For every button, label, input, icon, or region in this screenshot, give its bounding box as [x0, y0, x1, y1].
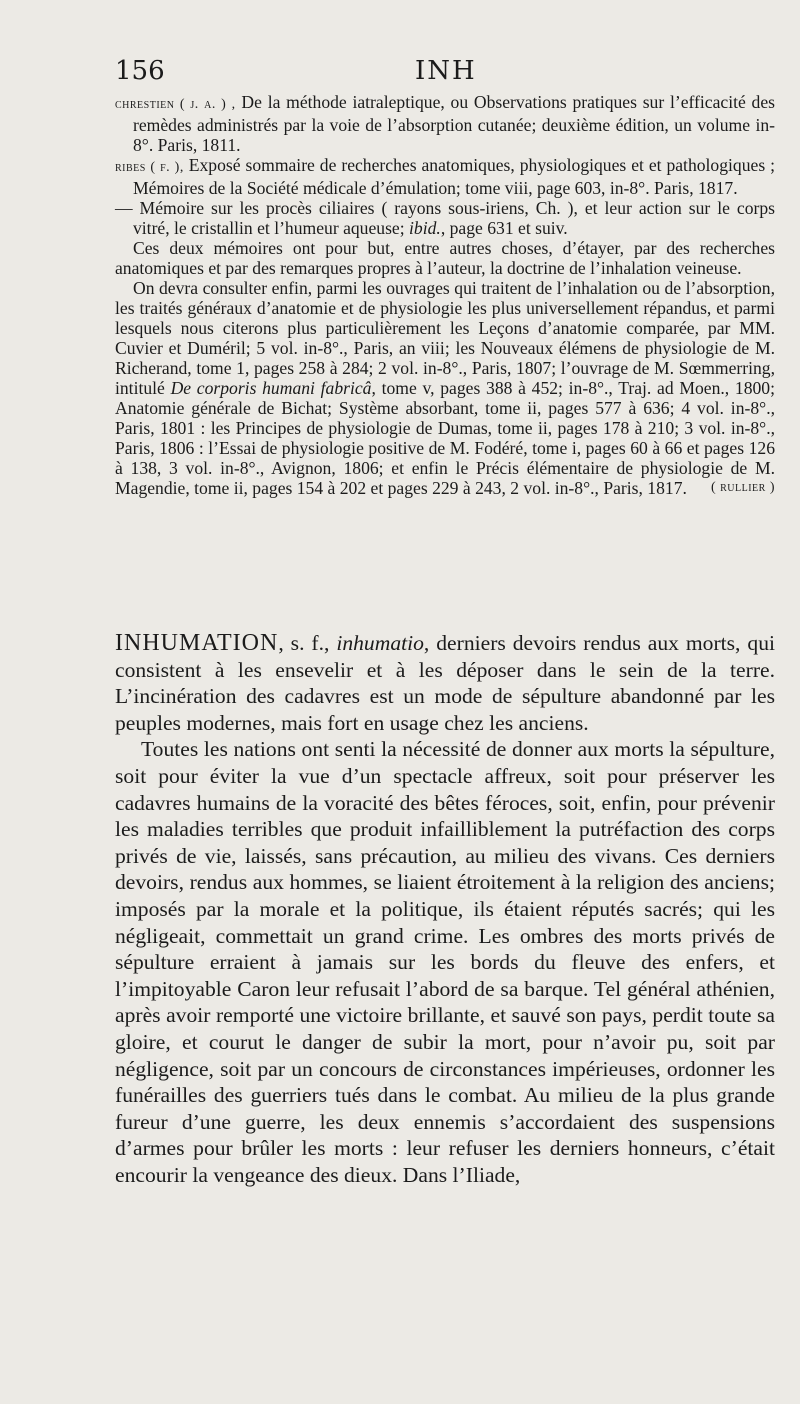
consult-text: On devra consulter enfin, parmi les ouvrages qui traitent de l’inhalation ou de l’absorption, les traités généraux d’anatomie et de physiologie les plus universellement répandus, et parmi lesquels nous citerons plus particulièrement les Leçons d’anatomie comparée, par MM. Cuvier et Duméril; 5 vol. in-8°., Paris, an viii; les Nouveaux élémens de physiologie de M. Richerand, tome 1, pages 258 à 284; 2 vol. in-8°., Paris, 1807; l’ouvrage de M. Sœmmerring, intitulé [115, 278, 775, 398]
reference-author: chrestien ( j. a. ) , [115, 97, 236, 112]
bibliography-section [115, 92, 775, 498]
consult-paragraph [115, 278, 775, 498]
reference-ibid: ibid. [404, 218, 441, 238]
article-headword: INHUMATION [115, 630, 279, 656]
page-number: 156 [115, 56, 165, 86]
reference-entry [115, 92, 775, 155]
reference-author: ribes ( f. ), [115, 160, 184, 175]
article-paragraph [115, 630, 775, 736]
reference-entry [115, 198, 775, 238]
article-grammar: , s. f., [278, 631, 337, 655]
article-definition: , derniers devoirs rendus aux morts, qui consistent à les ensevelir et à les déposer dans le sein de la terre. L’incinération des cadavres est un mode de sépulture abandonné par les peuples modernes, mais fort en usage chez les anciens. [115, 631, 775, 735]
reference-text: Exposé sommaire de recherches anatomiques, physiologiques et et pathologiques ; Mémoires de la Société médicale d’émulation; tome viii, page 603, in-8°. Paris, 1817. [133, 155, 775, 198]
consult-italic-title: De corporis humani fabricâ [170, 378, 372, 398]
reference-text: Mémoire sur les procès ciliaires ( rayons sous-iriens, Ch. ), et leur action sur le corps vitré, le cristallin et l’humeur aqueuse; [132, 198, 775, 238]
reference-entry [115, 155, 775, 198]
page-header [115, 56, 775, 90]
reference-text: De la méthode iatraleptique, ou Observations pratiques sur l’efficacité des remèdes administrés par la voie de l’absorption cutanée; deuxième édition, un volume in-8°. Paris, 1811. [133, 92, 776, 155]
author-signature: ( rullier ) [710, 480, 775, 495]
reference-text-end: , page 631 et suiv. [440, 218, 568, 238]
consult-text-end: , tome v, pages 388 à 452; in-8°., Traj. ad Moen., 1800; Anatomie générale de Bichat; Système absorbant, tome ii, pages 577 à 636; 4 vol. in-8°., Paris, 1801 : les Principes de physiologie de Dumas, tome ii, pages 178 à 210; 3 vol. in-8°., Paris, 1806 : l’Essai de physiologie positive de M. Fodéré, tome i, pages 60 à 66 et pages 126 à 138, 3 vol. in-8°., Avignon, 1806; et enfin le Précis élémentaire de physiologie de M. Magendie, tome ii, pages 154 à 202 et pages 229 à 243, 2 vol. in-8°., Paris, 1817. [115, 378, 775, 498]
reference-comment: Ces deux mémoires ont pour but, entre autres choses, d’étayer, par des recherches anatomiques et par des remarques propres à l’auteur, la doctrine de l’inhalation veineuse. [115, 238, 775, 278]
reference-dash: — [115, 198, 133, 218]
article-latin: inhumatio [336, 631, 424, 655]
article-paragraph: Toutes les nations ont senti la nécessité de donner aux morts la sépulture, soit pour éviter la vue d’un spectacle affreux, soit pour préserver les cadavres humains de la voracité des bêtes féroces, soit, enfin, pour prévenir les maladies terribles que produit infailliblement la putréfaction des corps privés de vie, laissés, sans précaution, au milieu des vivans. Ces derniers devoirs, rendus aux hommes, se liaient étroitement à la religion des anciens; imposés par la morale et la politique, ils étaient réputés sacrés; qui les négligeait, commettait un grand crime. Les ombres des morts privés de sépulture erraient à jamais sur les bords du fleuve des enfers, et l’impitoyable Caron leur refusait l’abord de sa barque. Tel général athénien, après avoir remporté une victoire brillante, et sauvé son pays, perdit toute sa gloire, et courut le danger de subir la mort, pour n’avoir pu, soit par négligence, soit par un concours de circonstances impérieuses, ordonner les funérailles des guerriers tués dans le combat. Au milieu de la plus grande fureur d’une guerre, les deux ennemis s’accordaient des suspensions d’armes pour brûler les morts : leur refuser les derniers honneurs, c’était encourir la vengeance des dieux. Dans l’Iliade, [115, 737, 775, 1187]
article-body [115, 630, 775, 1188]
running-head: INH [415, 56, 477, 86]
